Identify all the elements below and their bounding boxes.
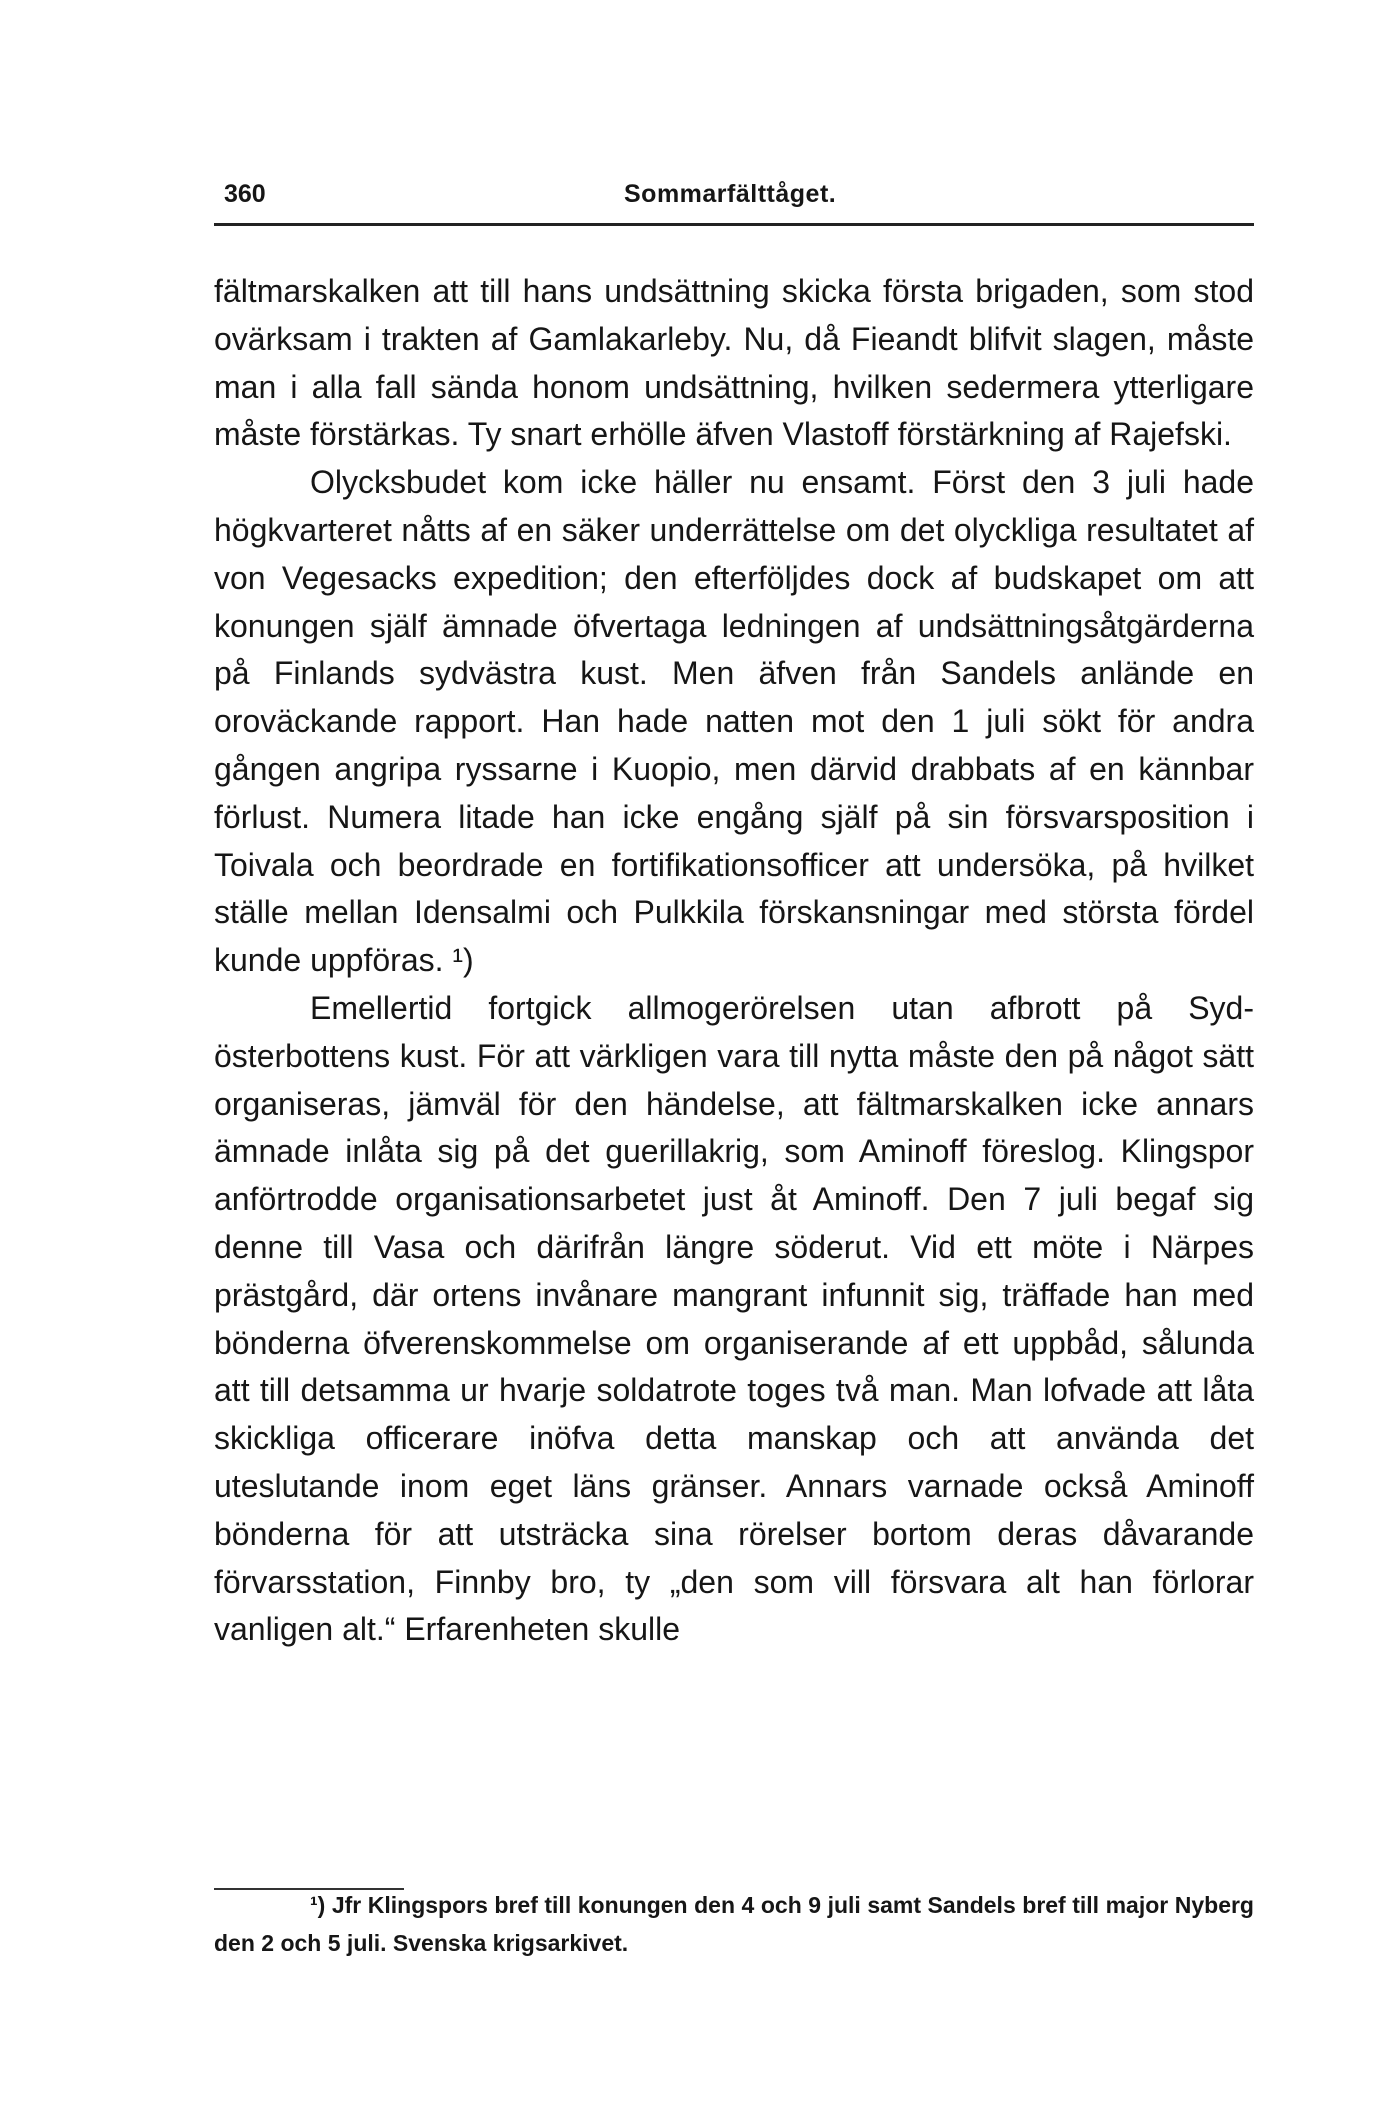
paragraph-1: fältmarskalken att till hans undsättning skicka första brigaden, som stod ovärksam i trakten af Gamlakarleby. Nu, då Fieandt blifvit slagen, måste man i alla fall sända honom undsättning, hvilken sedermera ytterligare måste förstärkas. Ty snart erhölle äfven Vlastoff förstärkning af Rajefski. <box>214 273 1254 453</box>
header-rule <box>214 223 1254 226</box>
running-title: Sommarfälttåget. <box>624 180 837 208</box>
paragraph-3: Emellertid fortgick allmogerörelsen utan afbrott på Sydösterbottens kust. För att värkligen vara till nytta måste den på något sätt organiseras, jämväl för den händelse, att fältmarskalken icke annars ämnade inlåta sig på det guerillakrig, som Aminoff föreslog. Klingspor anförtrodde organisationsarbetet just åt Aminoff. Den 7 juli begaf sig denne till Vasa och därifrån längre söderut. Vid ett möte i Närpes prästgård, där ortens invånare mangrant infunnit sig, träffade han med bönderna öfverenskommelse om organiserande af ett uppbåd, sålunda att till detsamma ur hvarje soldatrote toges två man. Man lofvade att låta skickliga officerare inöfva detta manskap och att använda det uteslutande inom eget läns gränser. Annars varnade också Aminoff bönderna för att utsträcka sina rörelser bortom deras dåvarande förvarsstation, Finnby bro, ty „den som vill försvara alt han förlorar vanligen alt.“ Erfarenheten skulle <box>214 989 1254 1648</box>
paragraph-2: Olycksbudet kom icke häller nu ensamt. Först den 3 juli hade högkvarteret nåtts af en säker underrättelse om det olyckliga resultatet af von Vegesacks expedition; den efterföljdes dock af budskapet om att konungen själf ämnade öfvertaga ledningen af undsättningsåtgärderna på Finlands sydvästra kust. Men äfven från Sandels anlände en oroväckande rapport. Han hade natten mot den 1 juli sökt för andra gången angripa ryssarne i Kuopio, men därvid drabbats af en kännbar förlust. Numera litade han icke engång själf på sin försvarsposition i Toivala och beordrade en fortifikationsofficer att undersöka, på hvilket ställe mellan Idensalmi och Pulkkila förskansningar med största fördel kunde uppföras. ¹) <box>214 464 1254 979</box>
body-text <box>214 268 1254 1654</box>
footnote-text: ¹) Jfr Klingspors bref till konungen den 4 och 9 juli samt Sandels bref till major Nyberg den 2 och 5 juli. Svenska krigsarkivet. <box>214 1892 1254 1956</box>
page-number: 360 <box>224 180 266 208</box>
running-head <box>214 176 1254 220</box>
book-page <box>214 176 1254 1956</box>
footnote <box>214 1886 1254 1962</box>
